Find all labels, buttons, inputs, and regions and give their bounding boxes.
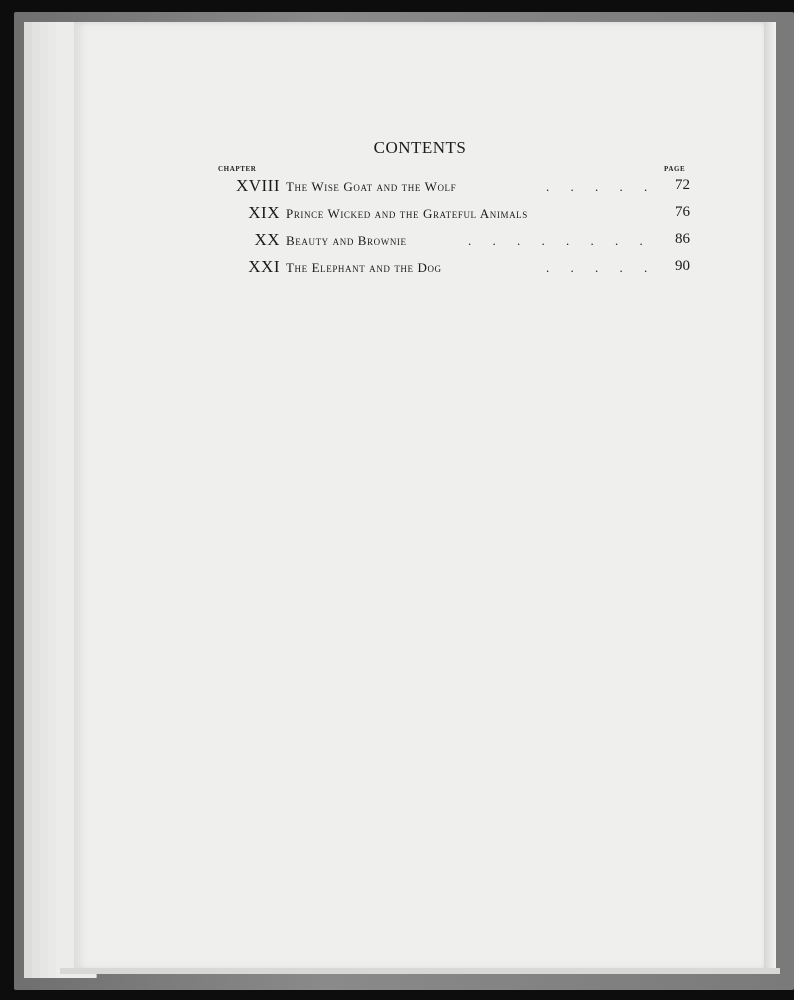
leader-dots: . . . . . (546, 260, 657, 275)
page-number: 90 (675, 258, 690, 274)
leader-dots: . . . . . . . . (468, 233, 652, 248)
toc-entry (0, 203, 794, 229)
chapter-number: XX (254, 230, 280, 249)
toc-entry (0, 230, 794, 256)
chapter-title: The Wise Goat and the Wolf (286, 179, 457, 194)
page-number: 76 (675, 204, 690, 220)
toc-entry (0, 176, 794, 202)
page-bottom-edge (60, 968, 780, 974)
page-number: 86 (675, 231, 690, 247)
chapter-title: The Elephant and the Dog (286, 260, 442, 275)
page-title: CONTENTS (373, 138, 467, 157)
chapter-number: XIX (248, 203, 280, 222)
book-page (74, 22, 766, 970)
leader-dots: . . . . . (546, 179, 657, 194)
page-number: 72 (675, 177, 690, 193)
page-gutter (764, 22, 776, 970)
page-column-label: PAGE (664, 165, 686, 173)
chapter-number: XVIII (235, 176, 280, 195)
toc-entry (0, 257, 794, 283)
chapter-number: XXI (248, 257, 280, 276)
chapter-title: Beauty and Brownie (286, 233, 407, 248)
chapter-column-label: CHAPTER (218, 165, 257, 173)
chapter-title: Prince Wicked and the Grateful Animals (286, 206, 528, 221)
